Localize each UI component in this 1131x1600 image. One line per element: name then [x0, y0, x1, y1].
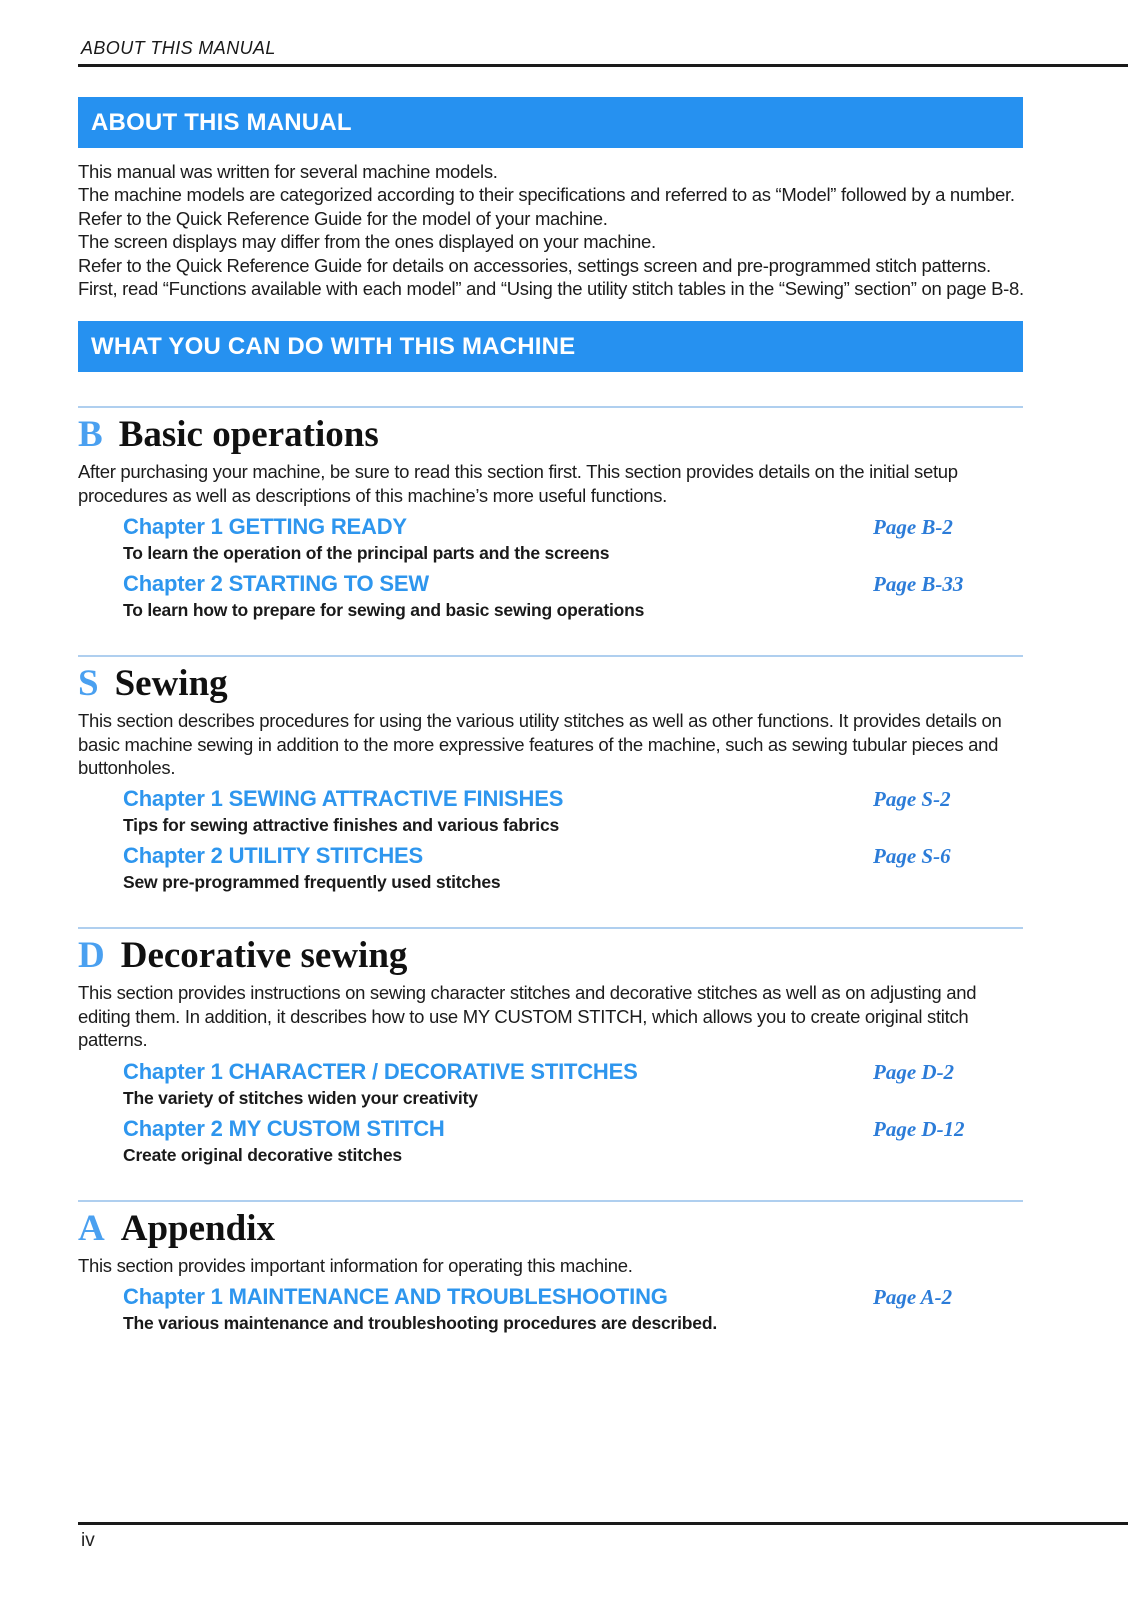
- chapter-subtitle: Create original decorative stitches: [123, 1144, 402, 1165]
- chapter-page-ref[interactable]: Page B-2: [873, 515, 953, 540]
- chapter-entry: [123, 514, 1023, 564]
- chapter-list: [123, 786, 1023, 893]
- about-banner: ABOUT THIS MANUAL: [78, 97, 1023, 148]
- intro-line: Refer to the Quick Reference Guide for the model of your machine.: [78, 207, 608, 229]
- chapter-subtitle: Tips for sewing attractive finishes and various fabrics: [123, 815, 560, 836]
- section-divider: [78, 1200, 1023, 1202]
- chapter-page-ref[interactable]: Page S-2: [873, 787, 951, 812]
- section-title: Basic operations: [118, 414, 379, 456]
- section-divider: [78, 406, 1023, 408]
- chapter-page-ref[interactable]: Page S-6: [873, 844, 951, 869]
- section-letter: A: [78, 1207, 105, 1249]
- intro-line: First, read “Functions available with each model” and “Using the utility stitch tables in the “Sewing” section” on page B-8.: [78, 278, 1024, 300]
- chapter-entry: [123, 1059, 1023, 1109]
- chapter-link[interactable]: Chapter 1 MAINTENANCE AND TROUBLESHOOTING: [123, 1284, 668, 1310]
- chapter-link[interactable]: Chapter 2 MY CUSTOM STITCH: [123, 1115, 445, 1141]
- chapter-page-ref[interactable]: Page D-2: [873, 1059, 955, 1084]
- chapter-list: [123, 1284, 1023, 1334]
- chapter-link[interactable]: Chapter 1 SEWING ATTRACTIVE FINISHES: [123, 786, 564, 812]
- section-heading: [78, 1206, 1023, 1252]
- intro-line: This manual was written for several machine models.: [78, 161, 498, 182]
- section-heading: [78, 933, 1023, 979]
- intro-paragraph: [78, 160, 1023, 300]
- section-decorative-sewing: [78, 927, 1023, 1165]
- chapter-page-ref[interactable]: Page D-12: [873, 1116, 965, 1141]
- chapter-page-ref[interactable]: Page B-33: [873, 572, 964, 597]
- section-description: This section describes procedures for using the various utility stitches as well as other functions. It provides details on basic machine sewing in addition to the more expressive features of the machine, such as sewing tubular pieces and buttonholes.: [78, 710, 1002, 779]
- section-appendix: [78, 1200, 1023, 1334]
- section-title: Appendix: [120, 1207, 275, 1249]
- chapter-entry: [123, 786, 1023, 836]
- chapter-subtitle: The various maintenance and troubleshooting procedures are described.: [123, 1313, 717, 1334]
- section-divider: [78, 655, 1023, 657]
- chapter-link[interactable]: Chapter 1 CHARACTER / DECORATIVE STITCHES: [123, 1058, 638, 1084]
- section-basic-operations: [78, 406, 1023, 621]
- chapter-entry: [123, 1116, 1023, 1166]
- section-description: After purchasing your machine, be sure to read this section first. This section provides details on the initial setup procedures as well as descriptions of this machine’s more useful functions.: [78, 461, 958, 506]
- page-content: [78, 97, 1023, 1334]
- section-divider: [78, 927, 1023, 929]
- header-rule: [78, 64, 1128, 67]
- chapter-entry: [123, 571, 1023, 621]
- chapter-list: [123, 514, 1023, 621]
- section-letter: D: [78, 935, 105, 977]
- chapter-subtitle: To learn how to prepare for sewing and basic sewing operations: [123, 600, 645, 621]
- intro-line: The screen displays may differ from the ones displayed on your machine.: [78, 231, 656, 253]
- intro-line: Refer to the Quick Reference Guide for details on accessories, settings screen and pre-programmed stitch patterns.: [78, 254, 991, 276]
- section-description: This section provides instructions on sewing character stitches and decorative stitches as well as on adjusting and editing them. In addition, it describes how to use MY CUSTOM STITCH, which allows you to create original stitch patterns.: [78, 982, 977, 1051]
- section-heading: [78, 661, 1023, 707]
- chapter-entry: [123, 843, 1023, 893]
- chapter-page-ref[interactable]: Page A-2: [873, 1285, 953, 1310]
- section-title: Decorative sewing: [120, 935, 408, 977]
- chapter-link[interactable]: Chapter 2 UTILITY STITCHES: [123, 843, 423, 869]
- chapter-link[interactable]: Chapter 1 GETTING READY: [123, 514, 407, 540]
- section-title: Sewing: [114, 663, 228, 705]
- section-letter: B: [78, 414, 103, 456]
- section-description: This section provides important information for operating this machine.: [78, 1254, 633, 1276]
- intro-line: The machine models are categorized according to their specifications and referred to as “Model” followed by a number.: [78, 184, 1015, 206]
- chapter-entry: [123, 1284, 1023, 1334]
- chapter-list: [123, 1059, 1023, 1166]
- page-number: iv: [81, 1530, 95, 1551]
- section-letter: S: [78, 663, 99, 705]
- capabilities-banner: WHAT YOU CAN DO WITH THIS MACHINE: [78, 321, 1023, 372]
- chapter-subtitle: The variety of stitches widen your creativity: [123, 1087, 478, 1108]
- section-heading: [78, 412, 1023, 458]
- chapter-subtitle: To learn the operation of the principal parts and the screens: [123, 543, 610, 564]
- chapter-subtitle: Sew pre-programmed frequently used stitches: [123, 872, 501, 893]
- section-sewing: [78, 655, 1023, 893]
- footer-rule: [78, 1522, 1128, 1525]
- running-header: ABOUT THIS MANUAL: [81, 38, 276, 58]
- chapter-link[interactable]: Chapter 2 STARTING TO SEW: [123, 571, 429, 597]
